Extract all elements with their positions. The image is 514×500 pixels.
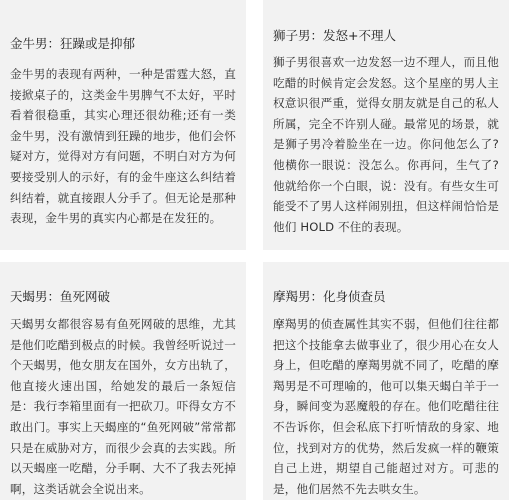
card-body: 狮子男很喜欢一边发怒一边不理人，而且他吃醋的时候肯定会发怒。这个星座的男人主权意识很严重，觉得女朋友就是自己的私人所属，完全不许别人碰。最常见的场景，就是狮子男冷着脸坐在一边。你问他怎么了?他横你一眼说：没怎么。你再问，生气了?他就给你一个白眼，说：没有。有些女生可能受不了男人这样闹别扭，但这样闹恰恰是他们 HOLD 不住的表现。 — [273, 55, 499, 234]
card-title: 摩羯男：化身侦查员 — [273, 289, 386, 304]
card-title: 金牛男：狂躁或是抑郁 — [10, 36, 136, 51]
card-taurus — [0, 0, 246, 250]
card-capricorn — [263, 262, 509, 500]
card-scorpio — [0, 262, 246, 500]
card-body: 金牛男的表现有两种，一种是雷霆大怒，直接掀桌子的，这类金牛男脾气不太好，平时看着很稳重，其实心理还很幼稚;还有一类金牛男，没有激情到狂躁的地步，他们会怀疑对方，觉得对方有问题，不明白对方为何要接受别人的示好，有的金牛座这么纠结着纠结着，就直接跟人分手了。但无论是那种表现，金牛男的真实内心都是在发狂的。 — [10, 67, 236, 226]
card-title: 狮子男：发怒+不理人 — [273, 28, 396, 43]
card-body: 天蝎男女都很容易有鱼死网破的思维，尤其是他们吃醋到极点的时候。我曾经听说过一个天蝎男，他女朋友在国外，女方出轨了，他直接火速出国，给她发的最后一条短信是：我行李箱里面有一把砍刀。吓得女方不敢出门。事实上天蝎座的“鱼死网破”常常都只是在威胁对方，而很少会真的去实践。所以天蝎座一吃醋，分手啊、大不了我去死掉啊，这类话就会全说出来。 — [10, 317, 236, 496]
card-leo — [263, 0, 509, 250]
card-title: 天蝎男：鱼死网破 — [10, 289, 111, 304]
card-body: 摩羯男的侦查属性其实不弱，但他们往往都把这个技能拿去做事业了，很少用心在女人身上，但吃醋的摩羯男就不同了，吃醋的摩羯男是不可理喻的，他可以集天蝎白羊于一身，瞬间变为恶魔般的存在。他们吃醋往往不告诉你，但会私底下打听情敌的身家、地位，找到对方的优势，然后发疯一样的鞭策自己上进，期望自己能超过对方。可悲的是，他们居然不先去哄女生。 — [273, 317, 499, 496]
